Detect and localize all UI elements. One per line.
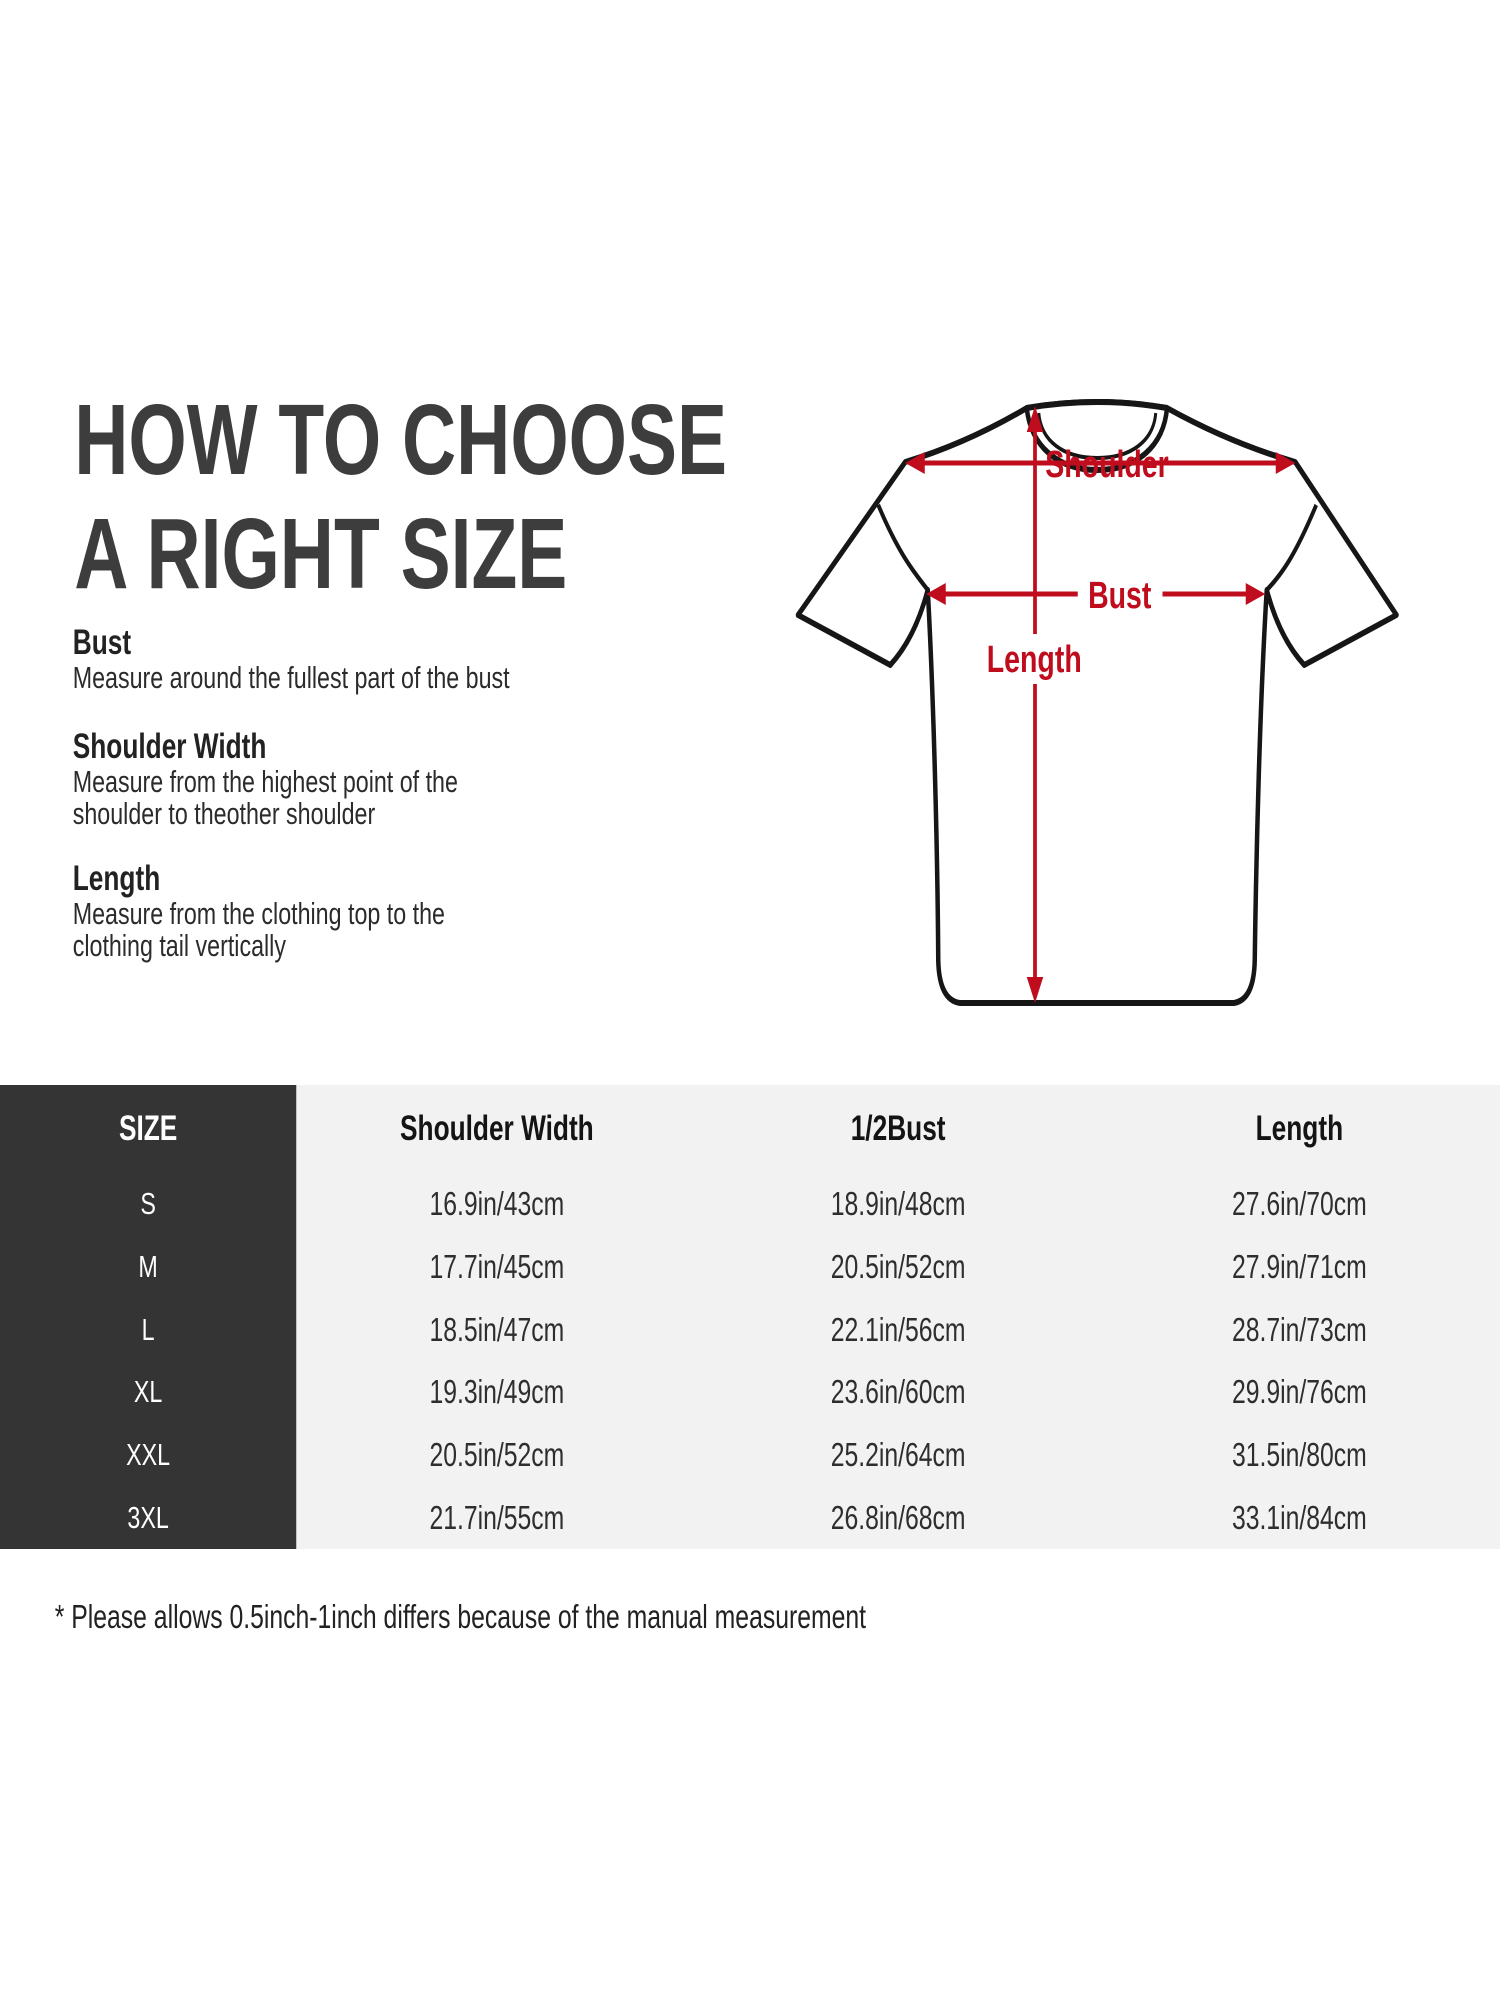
half-bust-value: 25.2in/64cm bbox=[830, 1435, 966, 1473]
shoulder-width-value: 21.7in/55cm bbox=[429, 1498, 565, 1536]
table-row-xxl bbox=[0, 1424, 1500, 1487]
shoulder-width-value: 17.7in/45cm bbox=[429, 1247, 565, 1285]
instruction-length-line2: clothing tail vertically bbox=[72, 928, 286, 963]
half-bust-value: 18.9in/48cm bbox=[830, 1185, 966, 1223]
size-label: L bbox=[0, 1298, 296, 1361]
length-column-header: Length bbox=[1255, 1109, 1344, 1148]
length-value: 33.1in/84cm bbox=[1231, 1498, 1367, 1536]
page-title-line1: HOW TO CHOOSE bbox=[74, 384, 728, 496]
length-value: 31.5in/80cm bbox=[1231, 1435, 1367, 1473]
size-table-header-row bbox=[0, 1085, 1500, 1173]
instruction-shoulder-line2: shoulder to theother shoulder bbox=[72, 796, 376, 831]
size-table bbox=[0, 1085, 1500, 1549]
table-row-3xl bbox=[0, 1486, 1500, 1549]
half-bust-value: 22.1in/56cm bbox=[830, 1310, 966, 1348]
length-value: 29.9in/76cm bbox=[1231, 1373, 1367, 1411]
instruction-shoulder-heading: Shoulder Width bbox=[72, 727, 267, 766]
instruction-shoulder-line1: Measure from the highest point of the bbox=[72, 764, 458, 799]
size-label: XL bbox=[0, 1361, 296, 1424]
instruction-bust-line1: Measure around the fullest part of the bust bbox=[72, 660, 510, 695]
instruction-length-line1: Measure from the clothing top to the bbox=[72, 896, 445, 931]
size-label: 3XL bbox=[0, 1486, 296, 1549]
shoulder-width-value: 16.9in/43cm bbox=[429, 1185, 565, 1223]
shoulder-width-column-header: Shoulder Width bbox=[400, 1109, 594, 1148]
half-bust-column-header: 1/2Bust bbox=[850, 1109, 946, 1148]
instruction-bust-heading: Bust bbox=[72, 623, 132, 662]
size-column-header: SIZE bbox=[0, 1085, 296, 1173]
page-title-line2: A RIGHT SIZE bbox=[74, 498, 568, 610]
shoulder-width-value: 20.5in/52cm bbox=[429, 1435, 565, 1473]
half-bust-value: 23.6in/60cm bbox=[830, 1373, 966, 1411]
bust-arrow-label: Bust bbox=[1088, 575, 1152, 618]
table-row-m bbox=[0, 1236, 1500, 1299]
instruction-length-heading: Length bbox=[72, 859, 161, 898]
half-bust-value: 20.5in/52cm bbox=[830, 1247, 966, 1285]
table-row-s bbox=[0, 1173, 1500, 1236]
tshirt-outline bbox=[798, 402, 1397, 1003]
size-label: S bbox=[0, 1173, 296, 1236]
length-value: 27.9in/71cm bbox=[1231, 1247, 1367, 1285]
table-row-l bbox=[0, 1298, 1500, 1361]
size-label: XXL bbox=[0, 1424, 296, 1487]
shoulder-width-value: 19.3in/49cm bbox=[429, 1373, 565, 1411]
table-row-xl bbox=[0, 1361, 1500, 1424]
length-value: 28.7in/73cm bbox=[1231, 1310, 1367, 1348]
size-label: M bbox=[0, 1236, 296, 1299]
length-arrow-label: Length bbox=[986, 639, 1082, 682]
measurement-disclaimer: * Please allows 0.5inch-1inch differs because of the manual measurement bbox=[54, 1598, 867, 1635]
shoulder-width-value: 18.5in/47cm bbox=[429, 1310, 565, 1348]
half-bust-value: 26.8in/68cm bbox=[830, 1498, 966, 1536]
shoulder-arrow-label: Shoulder bbox=[1045, 444, 1169, 487]
length-value: 27.6in/70cm bbox=[1231, 1185, 1367, 1223]
